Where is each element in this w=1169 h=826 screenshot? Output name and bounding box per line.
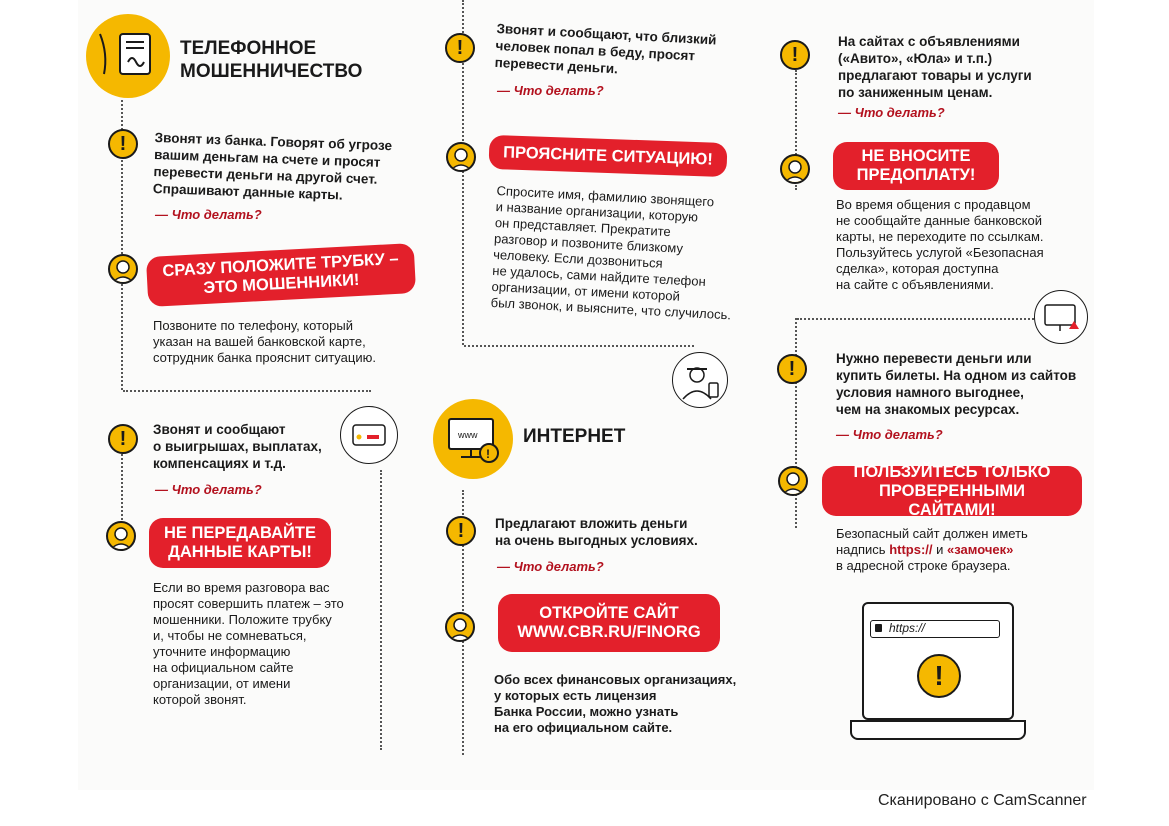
advice-text-part: Безопасный сайт должен иметь надпись [836,526,1028,557]
advice-text-part: и [932,542,948,557]
what-to-do-label: — Что делать? [838,105,945,120]
warning-icon: ! [108,424,138,454]
advice-text: Обо всех финансовых организациях, у которых есть лицензия Банка России, можно узнать на его официальном сайте. [494,672,737,735]
advice-banner: НЕ ВНОСИТЕ ПРЕДОПЛАТУ! [833,142,999,190]
connector-line [380,470,382,750]
url-text: https:// [889,621,926,635]
advice-text: Позвоните по телефону, который указан на вашей банковской карте, сотрудник банка прояснит ситуацию. [153,318,376,365]
advice-banner: ОТКРОЙТЕ САЙТ WWW.CBR.RU/FINORG [498,594,720,652]
lock-highlight: «замочек» [947,542,1014,557]
connector-line [797,318,1037,320]
laptop-illustration [850,602,1026,744]
laptop-base [850,720,1026,740]
advice-text: Если во время разговора вас просят совершить платеж – это мошенники. Положите трубку и, чтобы не сомневаться, уточните информацию на официальном сайте организации, от имени которой звонят. [153,580,344,707]
what-to-do-label: — Что делать? [155,482,262,497]
advice-banner: ПОЛЬЗУЙТЕСЬ ТОЛЬКО ПРОВЕРЕННЫМИ САЙТАМИ! [822,466,1082,516]
warning-icon: ! [446,516,476,546]
address-bar [870,620,1000,638]
case-text: Звонят из банка. Говорят об угрозе вашим деньгам на счете и просят перевести деньги на другой счет. Спрашивают данные карты. [152,129,393,203]
advisor-face-icon [445,612,475,642]
advisor-face-icon [446,142,476,172]
what-to-do-label: — Что делать? [497,559,604,574]
svg-text:www: www [458,430,478,440]
internet-title: ИНТЕРНЕТ [523,426,626,447]
https-highlight: https:// [889,542,933,557]
advice-text-part: в адресной строке браузера. [836,558,1011,573]
advice-banner: СРАЗУ ПОЛОЖИТЕ ТРУБКУ – ЭТО МОШЕННИКИ! [146,243,416,307]
case-text: Звонят и сообщают о выигрышах, выплатах, компенсациях и т.д. [153,422,322,471]
advisor-face-icon [108,254,138,284]
case-text: Предлагают вложить деньги на очень выгодных условиях. [495,516,698,548]
hacker-icon [672,352,728,408]
warning-icon: ! [445,33,475,63]
case-text: На сайтах с объявлениями («Авито», «Юла» и т.п.) предлагают товары и услуги по заниженным ценам. [838,34,1032,100]
what-to-do-label: — Что делать? [155,207,262,222]
what-to-do-label: — Что делать? [836,427,943,442]
advice-text: Во время общения с продавцом не сообщайте данные банковской карты, не переходите по ссылкам. Пользуйтесь услугой «Безопасная сделка», которая доступна на сайте с объявлениями. [836,197,1044,292]
advice-banner: НЕ ПЕРЕДАВАЙТЕ ДАННЫЕ КАРТЫ! [149,518,331,568]
case-text: Нужно перевести деньги или купить билеты. На одном из сайтов условия намного выгоднее, чем на знакомых ресурсах. [836,351,1077,417]
computer-warning-icon [1034,290,1088,344]
phone-fraud-icon [86,14,170,98]
connector-line [123,390,371,392]
warning-icon: ! [108,129,138,159]
advice-text [836,526,1028,574]
camscanner-footer: Сканировано с CamScanner [878,792,1087,809]
advisor-face-icon [106,521,136,551]
warning-icon: ! [777,354,807,384]
internet-icon [433,399,513,479]
what-to-do-label: — Что делать? [497,83,604,98]
advice-text: Спросите имя, фамилию звонящего и название организации, которую он представляет. Прекратите разговор и позвоните близкому человеку. Если дозвониться не удалось, сами найдите телефон организации, от имени которой был звонок, и выясните, что случилось. [490,183,732,323]
connector-line [464,345,694,347]
phone-fraud-title: ТЕЛЕФОННОЕ МОШЕННИЧЕСТВО [180,38,363,82]
connector-line [795,318,797,528]
advisor-face-icon [780,154,810,184]
advisor-face-icon [778,466,808,496]
warning-icon: ! [780,40,810,70]
case-text: Звонят и сообщают, что близкий человек попал в беду, просят перевести деньги. [494,20,717,77]
bank-card-icon [340,406,398,464]
svg-text:!: ! [486,447,490,461]
warning-icon: ! [917,654,961,698]
lock-icon [875,624,882,632]
advice-banner: ПРОЯСНИТЕ СИТУАЦИЮ! [488,135,727,177]
